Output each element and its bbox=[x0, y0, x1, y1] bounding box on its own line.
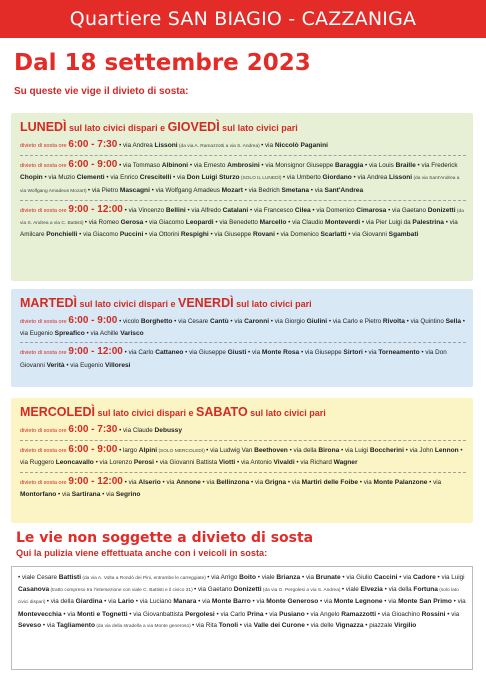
street-prefix: • via bbox=[56, 490, 72, 498]
street-name: Beethoven bbox=[254, 447, 288, 455]
street-prefix: • via Giacomo bbox=[143, 219, 186, 227]
street-name: Monte Rosa bbox=[261, 349, 300, 357]
street-name: Lennon bbox=[434, 447, 459, 455]
street-name: Casanova bbox=[18, 586, 50, 594]
schedule-block bbox=[20, 204, 466, 241]
street-name: Caronni bbox=[244, 318, 270, 325]
time-label: divieto di sosta ore bbox=[20, 207, 67, 214]
street-name: Monte Legnone bbox=[333, 598, 383, 606]
time-label: divieto di sosta ore bbox=[20, 143, 67, 149]
schedule-block bbox=[20, 346, 466, 370]
street-name: Giusti bbox=[227, 349, 247, 357]
street-note: (da via Sant'Andrea a via Wolfgang Amadeus Mozart) bbox=[20, 176, 460, 194]
dashed-divider bbox=[20, 472, 466, 473]
street-prefix: • piazzale bbox=[363, 621, 395, 629]
time-range: 9:00 - 12:00 bbox=[68, 346, 123, 358]
street-prefix: • via Frederick bbox=[415, 162, 458, 170]
street-name: Vivaldi bbox=[273, 459, 295, 467]
street-prefix: • via bbox=[200, 478, 217, 486]
street-name: Smetana bbox=[281, 186, 310, 194]
street-prefix: • via Angelo bbox=[304, 610, 342, 618]
side-2: sul lato civici pari bbox=[247, 408, 326, 418]
panel-title bbox=[20, 120, 466, 134]
exempt-streets-text bbox=[18, 572, 466, 632]
street-prefix: • vicolo bbox=[119, 318, 141, 325]
street-prefix: • via Ludwig Van bbox=[206, 447, 255, 455]
street-name: Mozart bbox=[221, 186, 243, 194]
street-name: Lario bbox=[117, 598, 134, 606]
street-note: (da via della stradella a via Monte generoso) bbox=[94, 623, 193, 629]
street-list bbox=[194, 586, 262, 593]
street-prefix: • via Giovanni bbox=[346, 231, 389, 239]
street-prefix: • via Vincenzo bbox=[124, 206, 166, 214]
street-prefix: • via Muzio bbox=[42, 174, 77, 182]
street-prefix: • via bbox=[451, 598, 466, 606]
street-prefix: • via bbox=[263, 610, 280, 618]
time-label: divieto di sosta ore bbox=[20, 448, 67, 455]
street-name: Rivolta bbox=[382, 318, 405, 325]
street-prefix: • via Francesco bbox=[248, 206, 295, 214]
street-name: Lissoni bbox=[154, 142, 178, 149]
street-prefix: • via Eugenio bbox=[64, 361, 105, 369]
time-label: divieto di sosta ore bbox=[20, 163, 67, 170]
street-name: Virgilio bbox=[394, 621, 417, 629]
street-prefix: • via Giorgio bbox=[269, 318, 307, 325]
street-prefix: • via bbox=[397, 574, 414, 581]
street-name: Mascagni bbox=[119, 186, 150, 194]
street-name: Ambrosini bbox=[227, 162, 260, 170]
panel-title bbox=[20, 296, 466, 310]
street-prefix: • via Domenico bbox=[310, 206, 357, 214]
street-name: Sirtori bbox=[343, 349, 363, 357]
header-banner bbox=[0, 0, 486, 38]
street-prefix: • via delle bbox=[304, 621, 336, 629]
street-name: Verità bbox=[46, 361, 65, 369]
street-name: Elvezia bbox=[360, 586, 383, 594]
street-prefix: • via bbox=[238, 621, 254, 629]
street-name: Monteverdi bbox=[324, 219, 361, 227]
street-name: Wagner bbox=[333, 459, 358, 467]
street-name: Debussy bbox=[154, 427, 183, 434]
day-1: MERCOLEDÌ bbox=[20, 405, 95, 419]
street-name: Pergolesi bbox=[185, 610, 215, 618]
street-name: Valle dei Curone bbox=[253, 621, 305, 629]
street-name: Monte Generoso bbox=[266, 598, 319, 606]
street-name: Borghetto bbox=[140, 318, 173, 325]
time-label: divieto di sosta ore bbox=[20, 350, 67, 357]
street-prefix: • via Ruggero bbox=[20, 447, 463, 467]
street-name: Caccini bbox=[374, 574, 398, 581]
street-prefix: • via Amilcare bbox=[20, 219, 458, 239]
street-prefix: • via della bbox=[46, 598, 76, 606]
dashed-divider bbox=[20, 440, 466, 441]
side-2: sul lato civici pari bbox=[219, 123, 298, 133]
street-prefix: • via Arrigo bbox=[207, 574, 240, 581]
street-prefix: • via bbox=[124, 478, 139, 486]
time-range: 6:00 - 9:00 bbox=[68, 159, 118, 171]
street-name: Leopardi bbox=[185, 219, 214, 227]
street-prefix: • via Lorenzo bbox=[93, 459, 134, 467]
street-prefix: • via Monsignor Giuseppe bbox=[259, 162, 336, 170]
exempt-title: Le vie non soggette a divieto di sosta bbox=[16, 530, 314, 546]
street-prefix: • via Andrea bbox=[351, 174, 390, 182]
street-prefix: • via bbox=[362, 349, 379, 357]
street-prefix: • via Benedetto bbox=[213, 219, 260, 227]
schedule-block bbox=[20, 139, 466, 152]
street-name: Monte Barro bbox=[211, 598, 251, 606]
street-note: (solo lato civici dispari) bbox=[18, 588, 459, 606]
street-name: Manara bbox=[173, 598, 197, 606]
street-prefix: • via bbox=[246, 349, 262, 357]
street-name: Ramazzotti bbox=[341, 610, 377, 618]
street-name: Niccolò Paganini bbox=[274, 142, 328, 149]
street-name: Palestrina bbox=[412, 219, 444, 227]
street-name: Fortuna bbox=[413, 586, 438, 594]
street-name: Ponchielli bbox=[46, 231, 78, 239]
street-name: Monte San Primo bbox=[398, 598, 452, 606]
street-name: Gerosa bbox=[120, 219, 144, 227]
street-name: Montorfano bbox=[20, 490, 57, 498]
street-name: Boccherini bbox=[369, 447, 404, 455]
street-name: Sella bbox=[445, 318, 461, 325]
street-name: Marcello bbox=[259, 219, 287, 227]
street-prefix: • via Don Giovanni bbox=[20, 349, 447, 369]
panel-tuesday-friday bbox=[11, 289, 473, 387]
street-name: Pusiano bbox=[279, 610, 305, 618]
street-list bbox=[192, 622, 416, 629]
exempt-streets-box bbox=[11, 566, 473, 670]
street-prefix: • via bbox=[382, 598, 399, 606]
side-1: sul lato civici dispari e bbox=[66, 123, 168, 133]
street-name: Don Luigi Sturzo bbox=[186, 174, 240, 182]
street-name: Prina bbox=[247, 610, 264, 618]
street-note: (da via S. Andrea a via C. Battisti) bbox=[20, 208, 464, 227]
header-title: Quartiere SAN BIAGIO - CAZZANIGA bbox=[69, 8, 417, 30]
street-name: Baraggia bbox=[335, 162, 364, 170]
street-prefix: • via Rita bbox=[192, 621, 219, 629]
street-name: Rovani bbox=[252, 231, 275, 239]
street-name: Lissoni bbox=[389, 174, 413, 182]
street-prefix: • via bbox=[358, 478, 374, 486]
street-name: Torneamento bbox=[378, 349, 420, 357]
schedule-block bbox=[20, 476, 466, 500]
subtitle: Su queste vie vige il divieto di sosta: bbox=[14, 86, 189, 97]
street-name: Sartirana bbox=[71, 490, 101, 498]
street-list bbox=[283, 174, 412, 181]
street-note: (SOLO MERCOLEDÌ) bbox=[157, 449, 207, 455]
street-prefix: • via Andrea bbox=[119, 142, 155, 149]
day-2: VENERDÌ bbox=[178, 296, 234, 310]
street-name: Sgambati bbox=[388, 231, 419, 239]
street-name: Chopin bbox=[20, 174, 43, 182]
street-prefix: • via Achille bbox=[84, 330, 121, 338]
schedule-block bbox=[20, 315, 466, 339]
day-1: LUNEDÌ bbox=[20, 120, 67, 134]
time-range: 6:00 - 7:30 bbox=[68, 424, 118, 435]
street-prefix: • via Tommaso bbox=[119, 162, 162, 170]
street-prefix: • via della bbox=[287, 447, 319, 455]
street-name: Perosi bbox=[133, 459, 155, 467]
street-prefix: • via bbox=[160, 478, 177, 486]
street-prefix: • viale bbox=[256, 574, 277, 581]
street-prefix: • via Quintino bbox=[404, 318, 446, 325]
street-prefix: • via bbox=[249, 478, 265, 486]
schedule-block bbox=[20, 424, 466, 437]
side-1: sul lato civici dispari e bbox=[95, 408, 197, 418]
street-note: (da via A. Volta a Rondò dei Pini, entrambe le carreggiate) bbox=[81, 576, 208, 581]
street-name: Grigna bbox=[264, 478, 287, 486]
street-prefix: • via bbox=[61, 610, 78, 618]
dashed-divider bbox=[20, 342, 466, 343]
street-note: (da via G. Pergolesi a via S. Andrea) bbox=[261, 588, 342, 594]
dashed-divider bbox=[20, 155, 466, 156]
street-prefix: • via bbox=[102, 598, 118, 606]
street-name: Alserio bbox=[138, 478, 161, 486]
street-prefix: • via Luigi bbox=[339, 447, 370, 455]
street-prefix: • via Cesare bbox=[172, 318, 210, 325]
street-name: Vignazza bbox=[335, 621, 364, 629]
street-name: Monte Palanzone bbox=[373, 478, 428, 486]
street-name: Brunate bbox=[315, 574, 341, 581]
street-prefix: • viale bbox=[341, 586, 361, 594]
street-prefix: • via bbox=[100, 490, 116, 498]
street-prefix: • via bbox=[300, 574, 316, 581]
street-name: Martiri delle Foibe bbox=[301, 478, 359, 486]
street-prefix: • via Richard bbox=[294, 459, 334, 467]
street-prefix: • viale Cesare bbox=[18, 574, 59, 581]
street-prefix: • via bbox=[41, 621, 57, 629]
street-name: Respighi bbox=[180, 231, 209, 239]
time-range: 6:00 - 7:30 bbox=[68, 139, 118, 150]
street-name: Crescitelli bbox=[139, 174, 172, 182]
street-name: Giulini bbox=[306, 318, 328, 325]
street-prefix: • via bbox=[228, 318, 245, 325]
street-prefix: • via Giulio bbox=[340, 574, 375, 581]
street-name: Villoresi bbox=[104, 361, 131, 369]
street-prefix: • via Ottorini bbox=[143, 231, 181, 239]
street-name: Monti e Tognetti bbox=[77, 610, 128, 618]
street-name: Cantù bbox=[209, 318, 229, 325]
street-prefix: • via Luciano bbox=[134, 598, 174, 606]
day-2: GIOVEDÌ bbox=[167, 120, 220, 134]
date-title: Dal 18 settembre 2023 bbox=[14, 50, 311, 76]
street-prefix: • via Umberto bbox=[282, 174, 323, 182]
street-prefix: • via Giovanni Battista bbox=[154, 459, 219, 467]
street-prefix: • via Carlo bbox=[124, 349, 156, 357]
street-name: Varisco bbox=[120, 330, 144, 338]
street-name: Braille bbox=[395, 162, 416, 170]
street-prefix: • via Pietro bbox=[87, 186, 120, 194]
street-name: Battisti bbox=[58, 574, 82, 581]
street-name: Tonoli bbox=[218, 621, 239, 629]
street-list bbox=[342, 586, 438, 593]
street-name: Catalani bbox=[222, 206, 249, 214]
street-prefix: • via bbox=[309, 186, 325, 194]
street-prefix: • via Ernesto bbox=[188, 162, 228, 170]
street-prefix: • via Gioachino bbox=[376, 610, 422, 618]
side-1: sul lato civici dispari e bbox=[76, 299, 178, 309]
street-name: Donizetti bbox=[233, 586, 262, 594]
panel-monday-thursday bbox=[11, 113, 473, 281]
street-prefix: • via bbox=[427, 478, 442, 486]
street-name: Clementi bbox=[76, 174, 105, 182]
street-prefix: • via bbox=[250, 598, 267, 606]
street-prefix: • via bbox=[286, 478, 302, 486]
street-prefix: • via John bbox=[403, 447, 435, 455]
street-name: Leoncavallo bbox=[55, 459, 94, 467]
street-name: Scarlatti bbox=[320, 231, 347, 239]
street-prefix: • via Romeo bbox=[84, 219, 121, 227]
street-name: Bellini bbox=[165, 206, 186, 214]
street-prefix: • via Gaetano bbox=[194, 586, 234, 594]
street-name: Spreafico bbox=[54, 330, 85, 338]
street-prefix: • via Giuseppe bbox=[299, 349, 344, 357]
street-name: Bellinzona bbox=[216, 478, 250, 486]
street-prefix: • via Claudio bbox=[286, 219, 325, 227]
street-name: Alpini bbox=[138, 447, 158, 455]
day-2: SABATO bbox=[196, 405, 248, 419]
time-range: 9:00 - 12:00 bbox=[68, 203, 123, 215]
street-prefix: • via Alfredo bbox=[185, 206, 223, 214]
street-prefix: • via bbox=[171, 174, 187, 182]
street-list bbox=[20, 219, 458, 238]
side-2: sul lato civici pari bbox=[233, 299, 312, 309]
street-prefix: • via Eugenio bbox=[20, 318, 465, 338]
exempt-subtitle: Qui la pulizia viene effettuata anche con i veicoli in sosta: bbox=[16, 548, 268, 558]
street-name: Seveso bbox=[18, 621, 42, 629]
street-prefix: • via Enrico bbox=[104, 174, 140, 182]
street-prefix: • via Giovanbattista bbox=[127, 610, 186, 618]
street-prefix: • largo bbox=[119, 447, 139, 455]
street-name: Cattaneo bbox=[155, 349, 184, 357]
schedule-block bbox=[20, 159, 466, 197]
street-name: Puccini bbox=[119, 231, 144, 239]
panel-wednesday-saturday bbox=[11, 398, 473, 523]
street-name: Montevecchia bbox=[18, 610, 62, 618]
street-name: Giordano bbox=[322, 174, 352, 182]
street-prefix: • via bbox=[318, 598, 334, 606]
time-range: 9:00 - 12:00 bbox=[68, 475, 123, 487]
street-prefix: • via bbox=[196, 598, 212, 606]
street-name: Brianza bbox=[276, 574, 301, 581]
street-note: (tratto compreso tra l'intersezione con viale C. Battisti e il civico 31) bbox=[49, 588, 195, 594]
street-list bbox=[125, 207, 456, 214]
street-prefix: • via Luigi bbox=[435, 574, 465, 581]
dashed-divider bbox=[20, 200, 466, 201]
street-name: Cilea bbox=[294, 206, 311, 214]
street-name: Birona bbox=[318, 447, 340, 455]
street-prefix: • via Carlo e Pietro bbox=[327, 318, 383, 325]
street-prefix: • via Giacomo bbox=[77, 231, 120, 239]
street-name: Rossini bbox=[421, 610, 446, 618]
street-list bbox=[88, 187, 363, 194]
street-prefix: • via Wolfgang Amadeus bbox=[149, 186, 222, 194]
street-name: Sant'Andrea bbox=[324, 186, 364, 194]
time-range: 6:00 - 9:00 bbox=[68, 315, 118, 326]
street-prefix: • via Giuseppe bbox=[183, 349, 228, 357]
street-prefix: • via bbox=[445, 610, 460, 618]
street-prefix: • via della bbox=[382, 586, 414, 594]
street-prefix: • via Louis bbox=[363, 162, 396, 170]
street-note: (SOLO IL LUNEDÌ) bbox=[239, 176, 283, 182]
street-name: Donizetti bbox=[427, 206, 456, 214]
time-range: 6:00 - 9:00 bbox=[68, 444, 118, 456]
street-name: Boito bbox=[239, 574, 256, 581]
street-name: Giardina bbox=[75, 598, 103, 606]
street-prefix: • via Pier Luigi da bbox=[360, 219, 413, 227]
street-name: Albinoni bbox=[161, 162, 189, 170]
street-name: Cadore bbox=[413, 574, 436, 581]
street-name: Viotti bbox=[218, 459, 236, 467]
street-name: Annone bbox=[176, 478, 201, 486]
street-prefix: • via Domenico bbox=[274, 231, 321, 239]
time-label: divieto di sosta ore bbox=[20, 319, 67, 325]
time-label: divieto di sosta ore bbox=[20, 428, 67, 434]
street-prefix: • via Antonio bbox=[235, 459, 274, 467]
street-prefix: • via Bedrich bbox=[242, 186, 282, 194]
street-prefix: • via Claude bbox=[119, 427, 155, 434]
street-prefix: • via Gaetano bbox=[386, 206, 428, 214]
time-label: divieto di sosta ore bbox=[20, 479, 67, 486]
street-name: Tagliamento bbox=[56, 621, 95, 629]
street-note: (da via A. Ramazzotti a via S. Andrea) bbox=[177, 144, 262, 149]
schedule-block bbox=[20, 444, 466, 468]
street-prefix: • via Giuseppe bbox=[208, 231, 253, 239]
street-name: Cimarosa bbox=[356, 206, 387, 214]
panel-title bbox=[20, 405, 466, 419]
street-name: Segrino bbox=[115, 490, 141, 498]
street-prefix: • via Carlo bbox=[214, 610, 248, 618]
day-1: MARTEDÌ bbox=[20, 296, 77, 310]
street-prefix: • via bbox=[261, 142, 275, 149]
